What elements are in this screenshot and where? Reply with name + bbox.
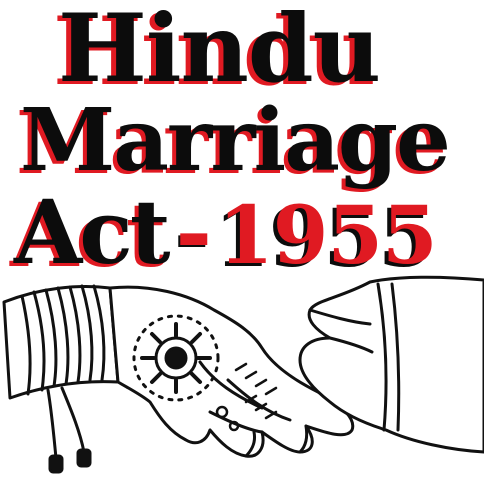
title-word-act: Act xyxy=(14,180,168,284)
handshake-illustration xyxy=(0,262,484,484)
title-year: 1955 xyxy=(218,188,437,282)
title-dash: - xyxy=(175,180,213,284)
bangles-icon xyxy=(4,286,118,398)
title-line-marriage: Marriage xyxy=(20,90,449,191)
title-line-hindu: Hindu xyxy=(58,0,380,104)
tassel-icon xyxy=(48,388,90,472)
